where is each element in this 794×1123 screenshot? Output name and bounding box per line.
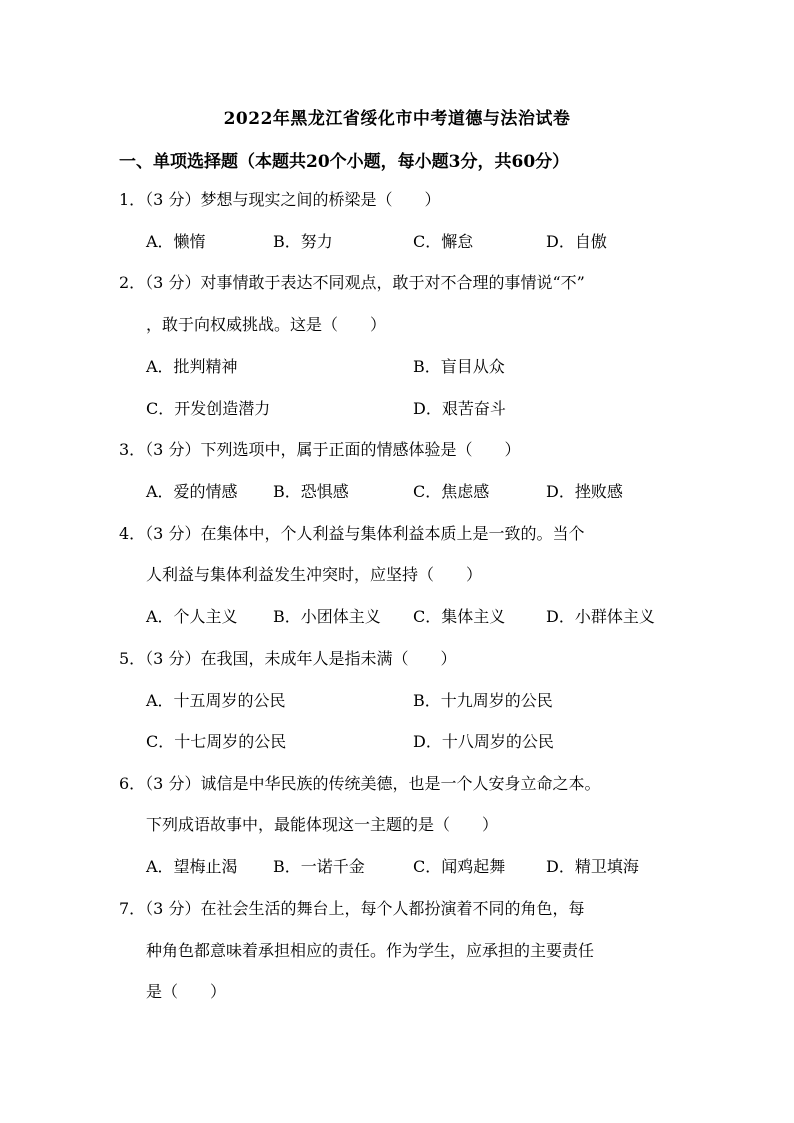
question-2-option-d: D．艰苦奋斗 — [413, 399, 506, 418]
question-6-option-c: C．闻鸡起舞 — [413, 857, 506, 876]
question-5-text: 5．（3 分）在我国，未成年人是指未满（ ） — [119, 649, 457, 668]
question-7-text: 7．（3 分）在社会生活的舞台上，每个人都扮演着不同的角色，每 — [119, 899, 585, 918]
exam-title: 2022年黑龙江省绥化市中考道德与法治试卷 — [223, 109, 571, 129]
question-3-text: 3．（3 分）下列选项中，属于正面的情感体验是（ ） — [119, 440, 521, 459]
question-2-text-cont: ，敢于向权威挑战。这是（ ） — [146, 315, 387, 334]
question-2-text: 2．（3 分）对事情敢于表达不同观点，敢于对不合理的事情说“不” — [119, 273, 585, 292]
question-2-option-b: B．盲目从众 — [413, 357, 505, 376]
question-1-text: 1．（3 分）梦想与现实之间的桥梁是（ ） — [119, 190, 441, 209]
question-2-option-a: A．批判精神 — [146, 357, 238, 376]
question-6-option-b: B．一诺千金 — [273, 857, 365, 876]
question-6-option-a: A．望梅止渴 — [146, 857, 238, 876]
question-1-option-b: B．努力 — [273, 232, 333, 251]
question-6-text-cont: 下列成语故事中，最能体现这一主题的是（ ） — [146, 815, 499, 834]
question-7-text-cont-1: 种角色都意味着承担相应的责任。作为学生，应承担的主要责任 — [146, 941, 595, 960]
question-3-option-b: B．恐惧感 — [273, 482, 349, 501]
question-5-option-b: B．十九周岁的公民 — [413, 691, 553, 710]
question-1-option-c: C．懈怠 — [413, 232, 474, 251]
question-2-option-c: C．开发创造潜力 — [146, 399, 271, 418]
question-4-option-a: A．个人主义 — [146, 607, 238, 626]
question-5-option-d: D．十八周岁的公民 — [413, 732, 554, 751]
section-heading: 一、单项选择题（本题共20个小题，每小题3分，共60分） — [119, 152, 570, 172]
question-7-text-cont-2: 是（ ） — [146, 982, 227, 1001]
question-4-text: 4．（3 分）在集体中，个人利益与集体利益本质上是一致的。当个 — [119, 524, 585, 543]
question-6-option-d: D．精卫填海 — [546, 857, 639, 876]
question-1-option-a: A．懒惰 — [146, 232, 206, 251]
question-4-option-d: D．小群体主义 — [546, 607, 655, 626]
question-4-option-c: C．集体主义 — [413, 607, 506, 626]
question-5-option-a: A．十五周岁的公民 — [146, 691, 286, 710]
question-3-option-c: C．焦虑感 — [413, 482, 490, 501]
question-1-option-d: D．自傲 — [546, 232, 607, 251]
question-4-option-b: B．小团体主义 — [273, 607, 381, 626]
question-6-text: 6．（3 分）诚信是中华民族的传统美德，也是一个人安身立命之本。 — [119, 774, 601, 793]
question-3-option-d: D．挫败感 — [546, 482, 623, 501]
question-4-text-cont: 人利益与集体利益发生冲突时，应坚持（ ） — [146, 565, 483, 584]
question-5-option-c: C．十七周岁的公民 — [146, 732, 287, 751]
question-3-option-a: A．爱的情感 — [146, 482, 238, 501]
